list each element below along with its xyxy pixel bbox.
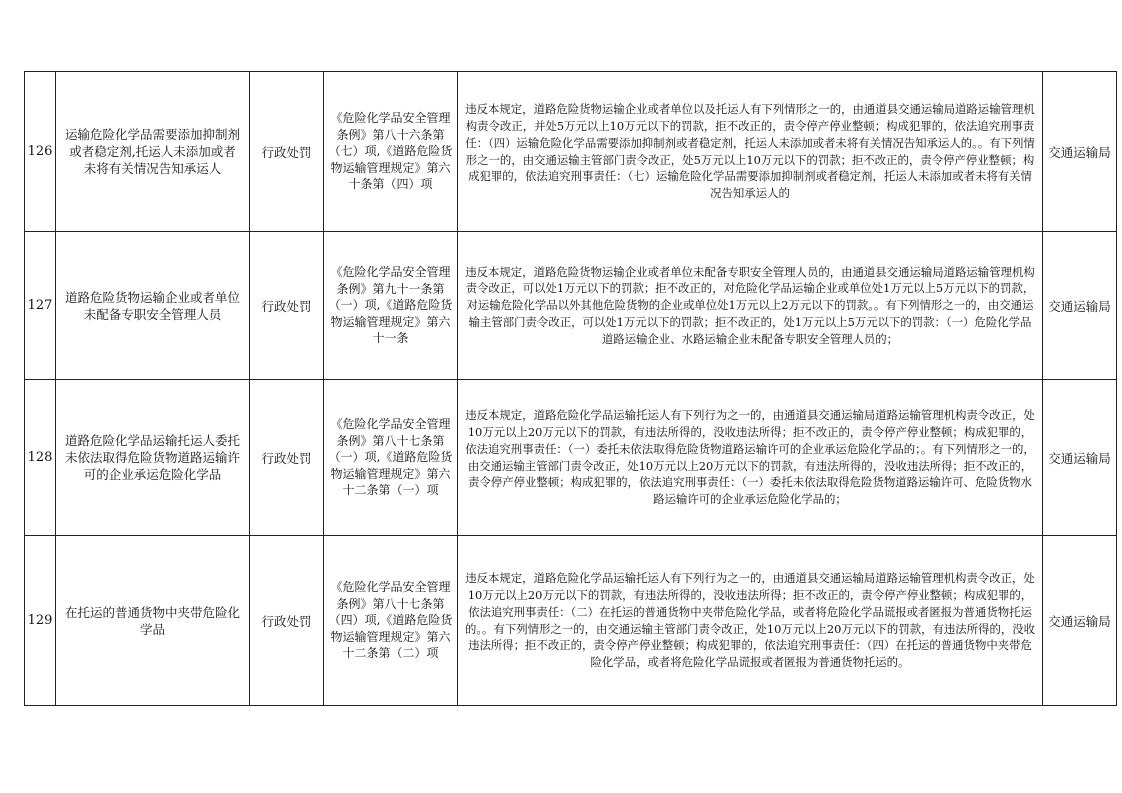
item-category: 行政处罚 bbox=[250, 232, 324, 380]
table-row bbox=[25, 536, 1117, 706]
item-name-text: 道路危险货物运输企业或者单位未配备专职安全管理人员 bbox=[64, 289, 240, 322]
responsible-department: 交通运输局 bbox=[1043, 536, 1117, 706]
item-name-text: 道路危险化学品运输托运人委托未依法取得危险货物道路运输许可的企业承运危险化学品 bbox=[64, 433, 240, 482]
penalty-description bbox=[458, 232, 1043, 380]
legal-basis bbox=[324, 232, 458, 380]
item-category: 行政处罚 bbox=[250, 72, 324, 232]
responsible-department: 交通运输局 bbox=[1043, 232, 1117, 380]
item-category: 行政处罚 bbox=[250, 536, 324, 706]
item-number: 129 bbox=[25, 536, 56, 706]
penalty-description-text: 违反本规定，道路危险化学品运输托运人有下列行为之一的，由通道县交通运输局道路运输管理机构责令改正，处10万元以上20万元以下的罚款，有违法所得的，没收违法所得；拒不改正的，责令停产停业整顿；构成犯罪的，依法追究刑事责任：（一）委托未依法取得危险货物道路运输许可的企业承运危险化学品的；。有下列情形之一的，由交通运输主管部门责令改正，处10万元以上20万元以下的罚款，有违法所得的，没收违法所得；拒不改正的，责令停产停业整顿；构成犯罪的，依法追究刑事责任：（一）委托未依法取得危险货物道路运输许可、危险货物水路运输许可的企业承运危险化学品的； bbox=[465, 408, 1035, 507]
legal-basis bbox=[324, 380, 458, 536]
penalty-items-table bbox=[24, 71, 1117, 706]
item-number: 128 bbox=[25, 380, 56, 536]
item-number: 127 bbox=[25, 232, 56, 380]
table-row bbox=[25, 232, 1117, 380]
legal-basis-text: 《危险化学品安全管理条例》第八十七条第（四）项,《道路危险货物运输管理规定》第六十二条第（二）项 bbox=[328, 580, 453, 661]
responsible-department: 交通运输局 bbox=[1043, 72, 1117, 232]
item-name bbox=[56, 380, 250, 536]
item-name-text: 运输危险化学品需要添加抑制剂或者稳定剂,托运人未添加或者未将有关情况告知承运人 bbox=[64, 127, 240, 176]
penalty-description bbox=[458, 380, 1043, 536]
penalty-description-text: 违反本规定，道路危险化学品运输托运人有下列行为之一的，由通道县交通运输局道路运输管理机构责令改正，处10万元以上20万元以下的罚款，有违法所得的，没收违法所得；拒不改正的，责令停产停业整顿；构成犯罪的，依法追究刑事责任：（二）在托运的普通货物中夹带危险化学品，或者将危险化学品谎报或者匿报为普通货物托运的。。有下列情形之一的，由交通运输主管部门责令改正，处10万元以上20万元以下的罚款，有违法所得的，没收违法所得；拒不改正的，责令停产停业整顿；构成犯罪的，依法追究刑事责任：（四）在托运的普通货物中夹带危险化学品，或者将危险化学品谎报或者匿报为普通货物托运的。 bbox=[464, 571, 1036, 670]
penalty-description bbox=[458, 72, 1043, 232]
item-name-text: 在托运的普通货物中夹带危险化学品 bbox=[64, 604, 240, 637]
table-row bbox=[25, 72, 1117, 232]
responsible-department: 交通运输局 bbox=[1043, 380, 1117, 536]
table-row bbox=[25, 380, 1117, 536]
item-name bbox=[56, 536, 250, 706]
legal-basis-text: 《危险化学品安全管理条例》第八十六条第（七）项,《道路危险货物运输管理规定》第六十条第（四）项 bbox=[328, 111, 453, 192]
item-name bbox=[56, 232, 250, 380]
penalty-description bbox=[458, 536, 1043, 706]
item-number: 126 bbox=[25, 72, 56, 232]
legal-basis bbox=[324, 72, 458, 232]
legal-basis-text: 《危险化学品安全管理条例》第八十七条第（一）项,《道路危险货物运输管理规定》第六十二条第（一）项 bbox=[328, 417, 453, 498]
item-name bbox=[56, 72, 250, 232]
penalty-description-text: 违反本规定，道路危险货物运输企业或者单位未配备专职安全管理人员的，由通道县交通运输局道路运输管理机构责令改正，可以处1万元以下的罚款；拒不改正的，对危险化学品运输企业或单位处1万元以上5万元以下的罚款，对运输危险化学品以外其他危险货物的企业或单位处1万元以上2万元以下的罚款。。有下列情形之一的，由交通运输主管部门责令改正，可以处1万元以下的罚款；拒不改正的，处1万元以上5万元以下的罚款：（一）危险化学品道路运输企业、水路运输企业未配备专职安全管理人员的； bbox=[465, 264, 1035, 346]
legal-basis bbox=[324, 536, 458, 706]
item-category: 行政处罚 bbox=[250, 380, 324, 536]
legal-basis-text: 《危险化学品安全管理条例》第九十一条第（一）项,《道路危险货物运输管理规定》第六十一条 bbox=[328, 265, 453, 346]
penalty-description-text: 违反本规定，道路危险货物运输企业或者单位以及托运人有下列情形之一的，由通道县交通运输局道路运输管理机构责令改正，并处5万元以上10万元以下的罚款，拒不改正的，责令停产停业整顿；构成犯罪的，依法追究刑事责任：（四）运输危险化学品需要添加抑制剂或者稳定剂，托运人未添加或者未将有关情况告知承运人的。。有下列情形之一的，由交通运输主管部门责令改正，处5万元以上10万元以下的罚款；拒不改正的，责令停产停业整顿；构成犯罪的，依法追究刑事责任：（七）运输危险化学品需要添加抑制剂或者稳定剂，托运人未添加或者未将有关情况告知承运人的 bbox=[465, 102, 1035, 201]
